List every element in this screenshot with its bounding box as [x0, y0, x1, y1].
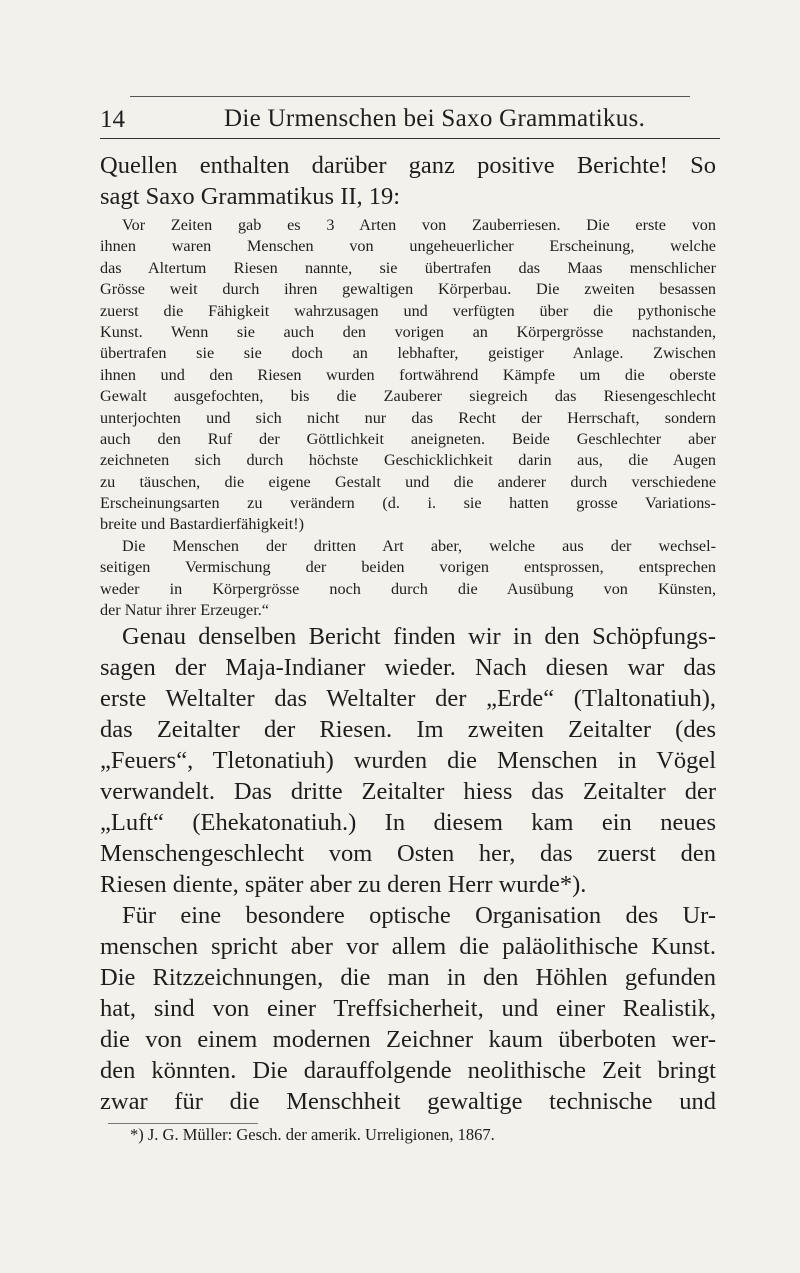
page-number: 14: [100, 106, 125, 133]
text-line: Für eine besondere optische Organisation des Ur-: [122, 902, 716, 930]
text-line: sagt Saxo Grammatikus II, 19:: [100, 183, 401, 210]
footnote: [100, 1124, 716, 1146]
text-line: Riesen diente, später aber zu deren Herr wurde*).: [100, 871, 587, 899]
quote-line: Kunst. Wenn sie auch den vorigen an Körpergrösse nachstanden,: [100, 322, 716, 341]
text-line: hat, sind von einer Treffsicherheit, und einer Realistik,: [100, 995, 716, 1023]
text-line: Quellen enthalten darüber ganz positive Berichte! So: [100, 152, 716, 179]
text-line: Menschengeschlecht vom Osten her, das zuerst den: [100, 840, 716, 868]
top-rule: [130, 96, 690, 97]
text-line: verwandelt. Das dritte Zeitalter hiess das Zeitalter der: [100, 778, 716, 806]
quote-line: breite und Bastardierfähigkeit!): [100, 515, 305, 534]
quote-line: weder in Körpergrösse noch durch die Ausübung von Künsten,: [100, 579, 716, 598]
text-line: Genau denselben Bericht finden wir in den Schöpfungs-: [122, 623, 716, 651]
text-line: zwar für die Menschheit gewaltige technische und: [100, 1088, 716, 1116]
page-body: [100, 150, 716, 1146]
footnote-text: *) J. G. Müller: Gesch. der amerik. Urreligionen, 1867.: [130, 1125, 495, 1145]
quote-line: übertrafen sie sie doch an lebhafter, geistiger Anlage. Zwischen: [100, 344, 716, 363]
intro-paragraph: [100, 150, 716, 212]
text-line: menschen spricht aber vor allem die paläolithische Kunst.: [100, 933, 716, 961]
quote-line: Die Menschen der dritten Art aber, welche aus der wechsel-: [122, 536, 716, 555]
quote-line: Grösse weit durch ihren gewaltigen Körperbau. Die zweiten besassen: [100, 280, 716, 299]
text-line: Die Ritzzeichnungen, die man in den Höhlen gefunden: [100, 964, 716, 992]
quote-line: zu täuschen, die eigene Gestalt und die anderer durch verschiedene: [100, 472, 716, 491]
quote-line: zuerst die Fähigkeit wahrzusagen und verfügten über die pythonische: [100, 301, 716, 320]
page-header: [100, 102, 720, 139]
text-line: den könnten. Die darauffolgende neolithische Zeit bringt: [100, 1057, 716, 1085]
quote-line: der Natur ihrer Erzeuger.“: [100, 601, 269, 620]
text-line: das Zeitalter der Riesen. Im zweiten Zeitalter (des: [100, 716, 716, 744]
running-title: Die Urmenschen bei Saxo Grammatikus.: [224, 105, 646, 132]
quote-line: seitigen Vermischung der beiden vorigen entsprossen, entsprechen: [100, 558, 716, 577]
text-line: „Feuers“, Tletonatiuh) wurden die Menschen in Vögel: [100, 747, 716, 775]
text-line: erste Weltalter das Weltalter der „Erde“ (Tlaltonatiuh),: [100, 685, 716, 713]
quote-line: Erscheinungsarten zu verändern (d. i. sie hatten grosse Variations-: [100, 494, 716, 513]
main-paragraph: [100, 621, 716, 1117]
quote-line: ihnen waren Menschen von ungeheuerlicher Erscheinung, welche: [100, 237, 716, 256]
text-line: sagen der Maja-Indianer wieder. Nach diesen war das: [100, 654, 716, 682]
quote-line: zeichneten sich durch höchste Geschicklichkeit darin aus, die Augen: [100, 451, 716, 470]
quote-line: das Altertum Riesen nannte, sie übertrafen das Maas menschlicher: [100, 258, 716, 277]
text-line: die von einem modernen Zeichner kaum überboten wer-: [100, 1026, 716, 1054]
quote-line: ihnen und den Riesen wurden fortwährend Kämpfe um die oberste: [100, 365, 716, 384]
text-line: „Luft“ (Ehekatonatiuh.) In diesem kam ein neues: [100, 809, 716, 837]
quote-line: auch den Ruf der Göttlichkeit aneigneten. Beide Geschlechter aber: [100, 429, 716, 448]
quote-line: Gewalt ausgefochten, bis die Zauberer siegreich das Riesengeschlecht: [100, 387, 716, 406]
quote-line: unterjochten und sich nicht nur das Recht der Herrschaft, sondern: [100, 408, 716, 427]
quote-line: Vor Zeiten gab es 3 Arten von Zauberriesen. Die erste von: [122, 216, 716, 234]
block-quote: [100, 215, 716, 621]
